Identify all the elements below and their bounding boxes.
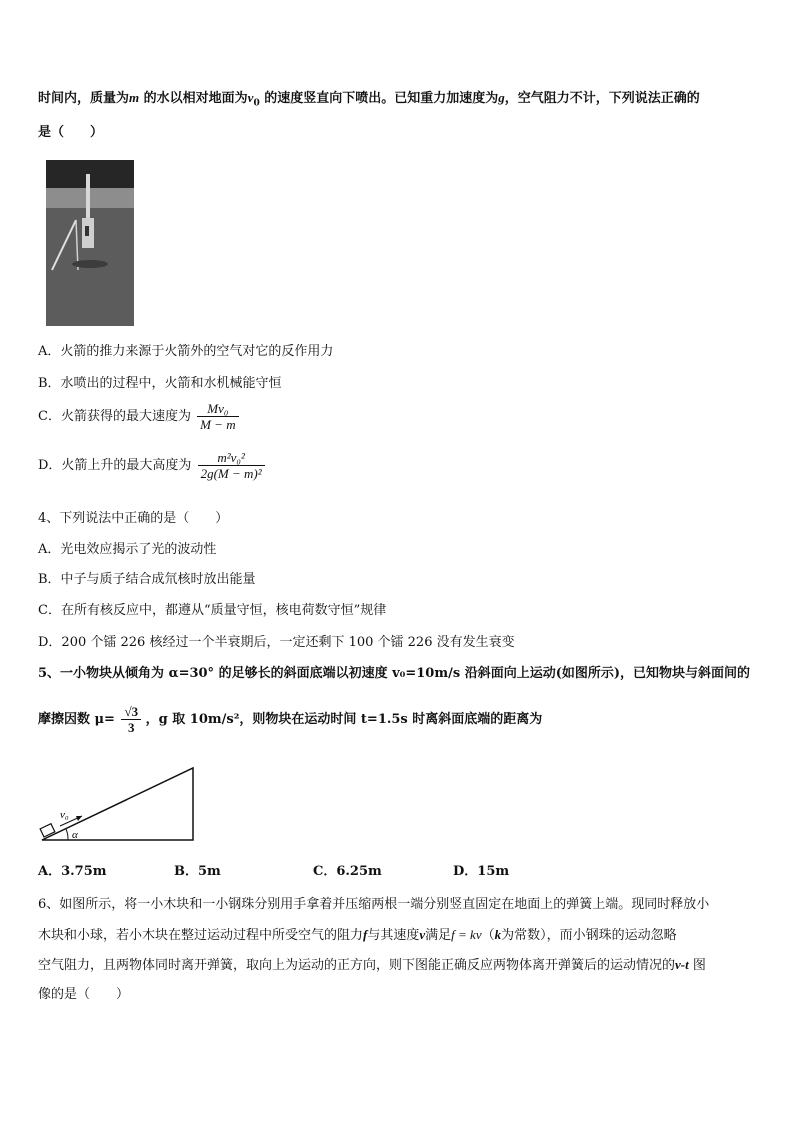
q3-var-g: g bbox=[498, 90, 505, 105]
q5-mu-fraction bbox=[121, 704, 141, 735]
q5-option-b: B．5m bbox=[174, 864, 221, 879]
q4-option-a: A．光电效应揭示了光的波动性 bbox=[38, 542, 217, 557]
q6-line4: 像的是（ ） bbox=[38, 987, 130, 1002]
q4-stem: 4、下列说法中正确的是（ ） bbox=[38, 511, 229, 526]
q3-var-v: v bbox=[247, 90, 254, 105]
q3-option-c-fraction bbox=[197, 401, 239, 432]
q3-stem-line2: 是（ ） bbox=[38, 125, 104, 140]
q6-var-k: k bbox=[494, 927, 502, 942]
q5-stem-text-b: ，g 取 10m/s²，则物块在运动时间 t=1.5s 时离斜面底端的距离为 bbox=[145, 712, 543, 727]
q6-line2-text-d: （ bbox=[481, 928, 495, 943]
q6-line2-text-b: 与其速度 bbox=[367, 928, 420, 943]
q6-var-v: v bbox=[419, 927, 426, 942]
incline-figure bbox=[38, 760, 198, 846]
q3-stem-text-b: 的水以相对地面为 bbox=[139, 91, 248, 106]
q3-option-a: A．火箭的推力来源于火箭外的空气对它的反作用力 bbox=[38, 344, 334, 359]
q3-option-c-denominator: M − m bbox=[200, 417, 236, 432]
q3-option-c-numerator: Mv₀ bbox=[197, 401, 239, 417]
q6-var-f: f bbox=[363, 927, 368, 942]
q6-line2-text-e: 为常数），而小钢珠的运动忽略 bbox=[501, 928, 677, 943]
q3-sub-0: 0 bbox=[253, 98, 260, 109]
q6-vt: v-t bbox=[675, 957, 689, 972]
q3-option-c bbox=[38, 401, 239, 432]
q3-option-d-numerator: m²v₀² bbox=[198, 450, 265, 466]
q6-line1: 6、如图所示，将一小木块和一小钢珠分别用手拿着并压缩两根一端分别竖直固定在地面上的弹簧上端。现同时释放小 bbox=[38, 897, 710, 912]
q5-option-c: C．6.25m bbox=[313, 864, 382, 879]
q3-stem-text-c: 的速度竖直向下喷出。已知重力加速度为 bbox=[259, 91, 499, 106]
q5-stem-line2 bbox=[38, 704, 542, 735]
q3-option-c-label: C．火箭获得的最大速度为 bbox=[38, 409, 191, 424]
q6-line3-text-a: 空气阻力，且两物体同时离开弹簧，取向上为运动的正方向，则下图能正确反应两物体离开弹簧后的运动情况的 bbox=[38, 958, 676, 973]
q6-line2-text-c: 满足 bbox=[425, 928, 452, 943]
q3-option-d-denominator: 2g(M − m)² bbox=[200, 466, 262, 481]
q6-line3 bbox=[38, 956, 706, 975]
q6-line2 bbox=[38, 926, 677, 945]
q5-mu-numerator: √3 bbox=[121, 704, 141, 720]
q3-stem-line1 bbox=[38, 89, 700, 113]
q5-stem-text-a: 摩擦因数 μ= bbox=[38, 712, 115, 727]
q4-option-b: B．中子与质子结合成氘核时放出能量 bbox=[38, 572, 256, 587]
alpha-label: α bbox=[72, 829, 78, 841]
q3-stem-text-a: 时间内，质量为 bbox=[38, 91, 130, 106]
q6-line2-text-a: 木块和小球，若小木块在整过运动过程中所受空气的阻力 bbox=[38, 928, 364, 943]
q3-var-m: m bbox=[129, 90, 140, 105]
q6-line3-text-b: 图 bbox=[688, 958, 706, 973]
q5-option-a: A．3.75m bbox=[38, 864, 107, 879]
q3-option-d bbox=[38, 450, 265, 481]
q3-option-d-fraction bbox=[198, 450, 265, 481]
q3-option-d-label: D．火箭上升的最大高度为 bbox=[38, 458, 192, 473]
water-rocket-photo-svg bbox=[46, 160, 134, 326]
q3-stem-text-d: ，空气阻力不计，下列说法正确的 bbox=[504, 91, 700, 106]
q3-option-b: B．水喷出的过程中，火箭和水机械能守恒 bbox=[38, 376, 282, 391]
q5-mu-denominator: 3 bbox=[128, 720, 135, 735]
water-rocket-photo bbox=[46, 160, 134, 326]
v0-label: v₀ bbox=[60, 809, 69, 821]
q6-formula: f = kv bbox=[451, 927, 482, 942]
q5-stem-line1: 5、一小物块从倾角为 α=30° 的足够长的斜面底端以初速度 v₀=10m/s 沿斜面向上运动(如图所示)，已知物块与斜面间的 bbox=[38, 666, 750, 681]
q4-option-d: D．200 个镭 226 核经过一个半衰期后，一定还剩下 100 个镭 226 没有发生衰变 bbox=[38, 635, 515, 650]
q4-option-c: C．在所有核反应中，都遵从“质量守恒，核电荷数守恒”规律 bbox=[38, 603, 387, 618]
q5-option-d: D．15m bbox=[453, 864, 510, 879]
